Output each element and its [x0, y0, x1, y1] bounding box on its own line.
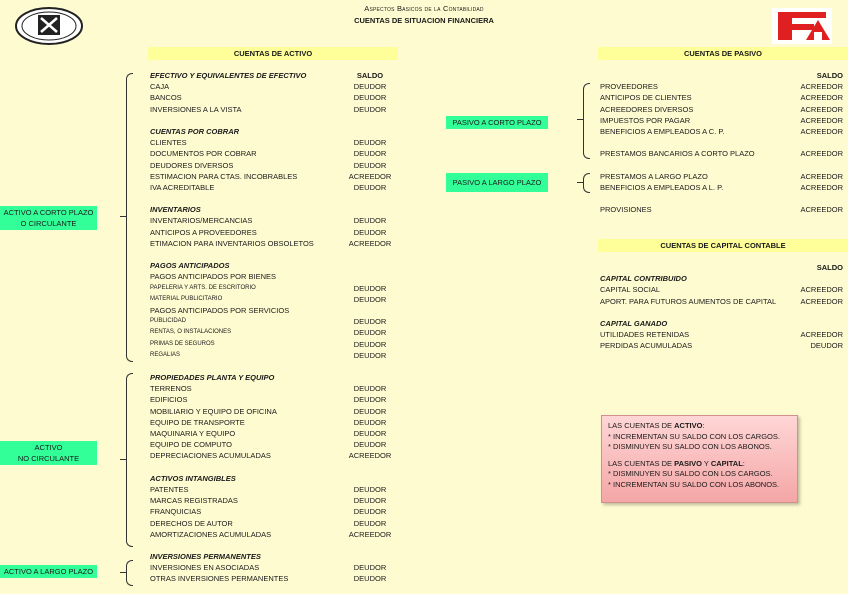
- pasivo-row: [600, 182, 843, 193]
- activo-section-title: EFECTIVO Y EQUIVALENTES DE EFECTIVO SALDO: [150, 70, 400, 81]
- account-name: INVERSIONES EN ASOCIADAS: [150, 563, 260, 573]
- label-pasivo-largo: PASIVO A LARGO PLAZO: [446, 173, 548, 192]
- account-name: PRESTAMOS A LARGO PLAZO: [600, 171, 708, 181]
- account-name: UTILIDADES RETENIDAS: [600, 330, 690, 340]
- pasivo-row: [600, 126, 843, 137]
- account-name: CLIENTES: [150, 138, 187, 148]
- table-row: [150, 484, 400, 495]
- table-row: [150, 573, 400, 584]
- pasivo-list: [600, 70, 843, 215]
- account-saldo: DEUDOR: [353, 328, 387, 338]
- account-name: PERDIDAS ACUMULADAS: [600, 341, 693, 351]
- account-name: TERRENOS: [150, 384, 192, 394]
- account-saldo: DEUDOR: [353, 283, 387, 293]
- account-saldo: ACREEDOR: [800, 182, 843, 192]
- account-name: ACREEDORES DIVERSOS: [600, 104, 694, 114]
- table-row: [150, 294, 400, 305]
- account-saldo: ACREEDOR: [800, 171, 843, 181]
- activo-header: CUENTAS DE ACTIVO: [148, 47, 398, 60]
- account-saldo: ACREEDOR: [800, 285, 843, 295]
- pasivo-row: [600, 81, 843, 92]
- account-saldo: DEUDOR: [353, 440, 387, 450]
- account-saldo: DEUDOR: [353, 93, 387, 103]
- activo-section-title: ACTIVOS INTANGIBLES: [150, 473, 236, 483]
- account-saldo: DEUDOR: [353, 395, 387, 405]
- pasivo-corto-bracket: [583, 83, 590, 159]
- pasivo-row: [600, 104, 843, 115]
- account-saldo: DEUDOR: [353, 339, 387, 349]
- account-name: BANCOS: [150, 93, 182, 103]
- account-name: PUBLICIDAD: [150, 318, 187, 325]
- account-saldo: DEUDOR: [353, 294, 387, 304]
- account-name: IVA ACREDITABLE: [150, 182, 215, 192]
- account-name: MARCAS REGISTRADAS: [150, 496, 238, 506]
- page-title: Aspectos Basicos de la Contabilidad: [364, 4, 484, 13]
- account-saldo: ACREEDOR: [800, 330, 843, 340]
- activo-section-title: CUENTAS POR COBRAR: [150, 126, 240, 136]
- account-saldo: ACREEDOR: [800, 104, 843, 114]
- account-name: RENTAS, O INSTALACIONES: [150, 329, 232, 336]
- table-row: [150, 238, 400, 249]
- activo-section-title: INVERSIONES PERMANENTES: [150, 552, 261, 562]
- table-row: [150, 518, 400, 529]
- faculty-logo: [770, 6, 834, 46]
- account-saldo: DEUDOR: [353, 417, 387, 427]
- table-row: [150, 148, 400, 159]
- account-name: ANTICIPOS A PROVEEDORES: [150, 227, 257, 237]
- capital-list: [600, 262, 843, 352]
- activo-nocirc-bracket: [126, 373, 133, 547]
- account-saldo: DEUDOR: [353, 384, 387, 394]
- table-row: [150, 160, 400, 171]
- capital-row: [600, 284, 843, 295]
- account-saldo: DEUDOR: [353, 227, 387, 237]
- table-row: [150, 227, 400, 238]
- account-saldo: ACREEDOR: [348, 451, 392, 461]
- account-saldo: DEUDOR: [353, 574, 387, 584]
- table-row: [150, 327, 400, 338]
- capital-row: [600, 340, 843, 351]
- account-name: FRANQUICIAS: [150, 507, 202, 517]
- table-row: [150, 339, 400, 350]
- capital-contribuido-title: CAPITAL CONTRIBUIDO: [600, 274, 687, 284]
- account-name: ETIMACION PARA INVENTARIOS OBSOLETOS: [150, 238, 314, 248]
- account-saldo: DEUDOR: [353, 429, 387, 438]
- table-row: [150, 316, 400, 327]
- table-row: [150, 92, 400, 103]
- bracket-tick: [577, 182, 583, 183]
- table-row: [150, 394, 400, 405]
- capital-header: CUENTAS DE CAPITAL CONTABLE: [598, 239, 848, 252]
- account-saldo: DEUDOR: [353, 317, 387, 327]
- capital-row: [600, 296, 843, 307]
- capital-ganado-title: CAPITAL GANADO: [600, 318, 668, 328]
- account-saldo: ACREEDOR: [800, 115, 843, 125]
- table-row: [150, 104, 400, 115]
- page-subtitle: CUENTAS DE SITUACION FINANCIERA: [354, 16, 494, 25]
- account-name: OTRAS INVERSIONES PERMANENTES: [150, 574, 289, 584]
- account-saldo: ACREEDOR: [800, 126, 843, 136]
- table-row: [150, 215, 400, 226]
- table-row: [150, 529, 400, 540]
- label-activo-largo: ACTIVO A LARGO PLAZO: [0, 565, 97, 578]
- account-saldo: DEUDOR: [353, 350, 387, 360]
- table-row: [150, 428, 400, 439]
- label-activo-corto: ACTIVO A CORTO PLAZO O CIRCULANTE: [0, 206, 97, 230]
- account-name: PROVEEDORES: [600, 82, 658, 92]
- account-saldo: ACREEDOR: [800, 93, 843, 103]
- activo-saldo-header: SALDO: [356, 71, 384, 80]
- pasivo-row: [600, 115, 843, 126]
- account-saldo: ACREEDOR: [348, 529, 392, 539]
- account-saldo: DEUDOR: [353, 149, 387, 159]
- account-name: DEPRECIACIONES ACUMULADAS: [150, 451, 271, 461]
- account-saldo: DEUDOR: [353, 484, 387, 494]
- pasivo-largo-bracket: [583, 173, 590, 193]
- account-saldo: DEUDOR: [353, 406, 387, 416]
- pasivo-row: [600, 92, 843, 103]
- table-row: [150, 137, 400, 148]
- table-row: [150, 171, 400, 182]
- table-row: [150, 283, 400, 294]
- label-pasivo-corto: PASIVO A CORTO PLAZO: [446, 116, 548, 129]
- capital-saldo-header: SALDO: [816, 263, 843, 272]
- account-name: BENEFICIOS A EMPLEADOS A C. P.: [600, 126, 725, 136]
- table-row: [150, 305, 400, 316]
- account-name: ANTICIPOS DE CLIENTES: [600, 93, 692, 103]
- account-saldo: ACREEDOR: [348, 171, 392, 181]
- account-name: IMPUESTOS POR PAGAR: [600, 115, 691, 125]
- account-name: PATENTES: [150, 484, 189, 494]
- account-saldo: ACREEDOR: [800, 296, 843, 306]
- account-name: DOCUMENTOS POR COBRAR: [150, 149, 257, 159]
- activo-list: [150, 70, 400, 585]
- account-name: BENEFICIOS A EMPLEADOS A L. P.: [600, 182, 724, 192]
- bracket-tick: [577, 119, 583, 120]
- table-row: [150, 450, 400, 461]
- account-name: EQUIPO DE TRANSPORTE: [150, 417, 245, 427]
- table-row: [150, 506, 400, 517]
- account-saldo: ACREEDOR: [800, 82, 843, 92]
- table-row: [150, 439, 400, 450]
- account-name: PAPELERIA Y ARTS. DE ESCRITORIO: [150, 284, 256, 291]
- account-name: INVERSIONES A LA VISTA: [150, 104, 242, 114]
- table-row: [150, 406, 400, 417]
- account-name: CAPITAL SOCIAL: [600, 285, 661, 295]
- bracket-tick: [120, 572, 126, 573]
- account-saldo: DEUDOR: [810, 341, 843, 351]
- account-saldo: DEUDOR: [353, 104, 387, 114]
- account-saldo: [340, 271, 400, 282]
- pasivo-row: [600, 171, 843, 182]
- activo-largo-bracket: [126, 560, 133, 586]
- table-row: [150, 495, 400, 506]
- account-name: INVENTARIOS/MERCANCIAS: [150, 216, 253, 226]
- capital-row: [600, 329, 843, 340]
- account-name: DERECHOS DE AUTOR: [150, 518, 233, 528]
- account-name: REGALIAS: [150, 351, 181, 358]
- table-row: [150, 417, 400, 428]
- table-row: [150, 383, 400, 394]
- account-saldo: DEUDOR: [353, 216, 387, 226]
- institution-logo: [14, 6, 84, 46]
- account-saldo: DEUDOR: [353, 82, 387, 92]
- account-name: EQUIPO DE COMPUTO: [150, 440, 232, 450]
- bracket-tick: [120, 216, 126, 217]
- account-name: MATERIAL PUBLICITARIO: [150, 295, 223, 302]
- table-row: [150, 81, 400, 92]
- table-row: [150, 271, 400, 282]
- bracket-tick: [120, 459, 126, 460]
- account-saldo: DEUDOR: [353, 182, 387, 192]
- table-row: [150, 350, 400, 361]
- activo-section-title: PAGOS ANTICIPADOS: [150, 261, 230, 271]
- account-name: ESTIMACION PARA CTAS. INCOBRABLES: [150, 171, 298, 181]
- account-saldo: ACREEDOR: [348, 238, 392, 248]
- account-name: AMORTIZACIONES ACUMULADAS: [150, 529, 272, 539]
- rules-note: LAS CUENTAS DE ACTIVO: * INCREMENTAN SU SALDO CON LOS CARGOS. * DISMINUYEN SU SALDO CON LOS ABONOS. LAS CUENTAS DE PASIVO Y CAPITAL: * DISMINUYEN SU SALDO CON LOS CARGOS. * INCREMENTAN SU SALDO CON LOS ABONOS.: [601, 415, 798, 503]
- activo-section-title: INVENTARIOS: [150, 205, 201, 215]
- account-name: DEUDORES DIVERSOS: [150, 160, 234, 170]
- pasivo-row: PROVISIONES ACREEDOR: [600, 205, 843, 215]
- account-saldo: DEUDOR: [353, 518, 387, 528]
- account-saldo: DEUDOR: [353, 160, 387, 170]
- account-name: MOBILIARIO Y EQUIPO DE OFICINA: [150, 406, 277, 416]
- table-row: [150, 562, 400, 573]
- account-saldo: DEUDOR: [353, 496, 387, 506]
- account-name: EDIFICIOS: [150, 395, 188, 405]
- account-name: MAQUINARIA Y EQUIPO: [150, 429, 236, 438]
- label-activo-nocirculante: ACTIVO NO CIRCULANTE: [0, 441, 97, 465]
- account-saldo: DEUDOR: [353, 138, 387, 148]
- table-row: [150, 182, 400, 193]
- account-name: PRIMAS DE SEGUROS: [150, 340, 215, 347]
- account-name: APORT. PARA FUTUROS AUMENTOS DE CAPITAL: [600, 296, 777, 306]
- account-saldo: DEUDOR: [353, 507, 387, 517]
- pasivo-saldo-header: SALDO: [816, 71, 843, 80]
- account-saldo: [340, 305, 400, 316]
- pasivo-header: CUENTAS DE PASIVO: [598, 47, 848, 60]
- account-name: PAGOS ANTICIPADOS POR SERVICIOS: [150, 305, 290, 315]
- activo-corto-bracket: [126, 73, 133, 362]
- pasivo-row: PRESTAMOS BANCARIOS A CORTO PLAZO ACREEDOR: [600, 149, 843, 159]
- account-saldo: DEUDOR: [353, 563, 387, 573]
- account-name: CAJA: [150, 82, 170, 92]
- activo-section-title: PROPIEDADES PLANTA Y EQUIPO: [150, 373, 275, 383]
- account-name: PAGOS ANTICIPADOS POR BIENES: [150, 272, 277, 282]
